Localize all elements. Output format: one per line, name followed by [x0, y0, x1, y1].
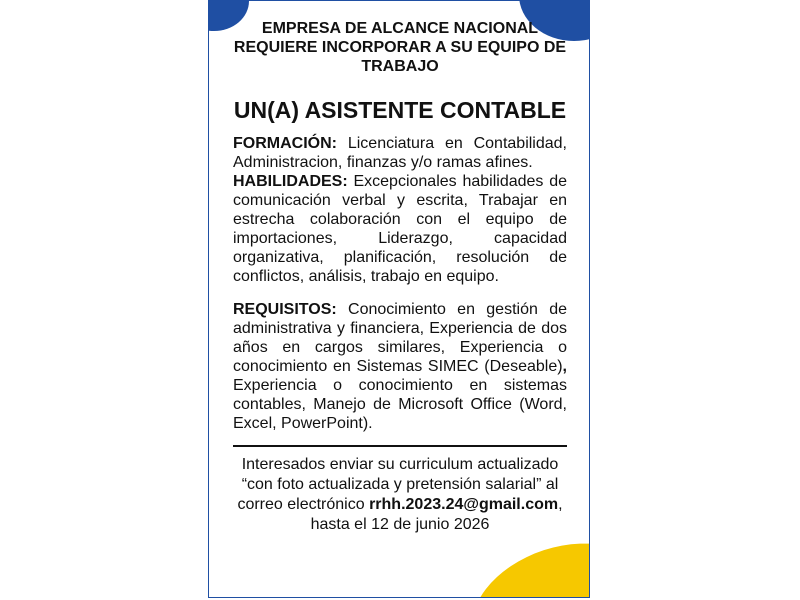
requisitos-comma: ,: [562, 358, 567, 375]
position-title: UN(A) ASISTENTE CONTABLE: [233, 97, 567, 123]
contact-email[interactable]: rrhh.2023.24@gmail.com: [369, 496, 559, 513]
application-instructions: [233, 455, 567, 535]
habilidades-text: Excepcionales habilidades de comunicación verbal y escrita, Trabajar en estrecha colaboración con el equipo de importaciones, Liderazgo, capacidad organizativa, planificación, resolución de conflictos, análisis, trabajo en equipo.: [233, 173, 568, 285]
job-ad-flyer: [208, 0, 590, 598]
habilidades-label: HABILIDADES:: [233, 173, 348, 190]
footer-line-1: Interesados enviar su curriculum actualizado: [241, 456, 559, 473]
ad-content: [233, 19, 567, 535]
headline: EMPRESA DE ALCANCE NACIONAL REQUIERE INCORPORAR A SU EQUIPO DE TRABAJO: [233, 20, 567, 75]
footer-line-3-prefix: correo electrónico: [237, 496, 365, 513]
formacion-text: Licenciatura en Contabilidad, Administracion, finanzas y/o ramas afines.: [233, 135, 568, 171]
requisitos-section: [233, 300, 567, 433]
formacion-label: FORMACIÓN:: [233, 135, 337, 152]
formacion-section: [233, 134, 567, 172]
divider-line: [233, 445, 567, 447]
application-deadline: hasta el 12 de junio 2026: [310, 516, 490, 533]
requisitos-label: REQUISITOS:: [233, 301, 337, 318]
requisitos-text-2: Experiencia o conocimiento en sistemas contables, Manejo de Microsoft Office (Word, Excel, PowerPoint).: [233, 377, 567, 432]
footer-line-2: “con foto actualizada y pretensión salarial” al: [241, 476, 559, 493]
requisitos-text-1: Conocimiento en gestión de administrativa y financiera, Experiencia de dos años en cargos similares, Experiencia o conocimiento en Sistemas SIMEC (Deseable): [233, 301, 567, 375]
footer-line-3-suffix: ,: [558, 496, 563, 513]
habilidades-section: [233, 172, 567, 286]
